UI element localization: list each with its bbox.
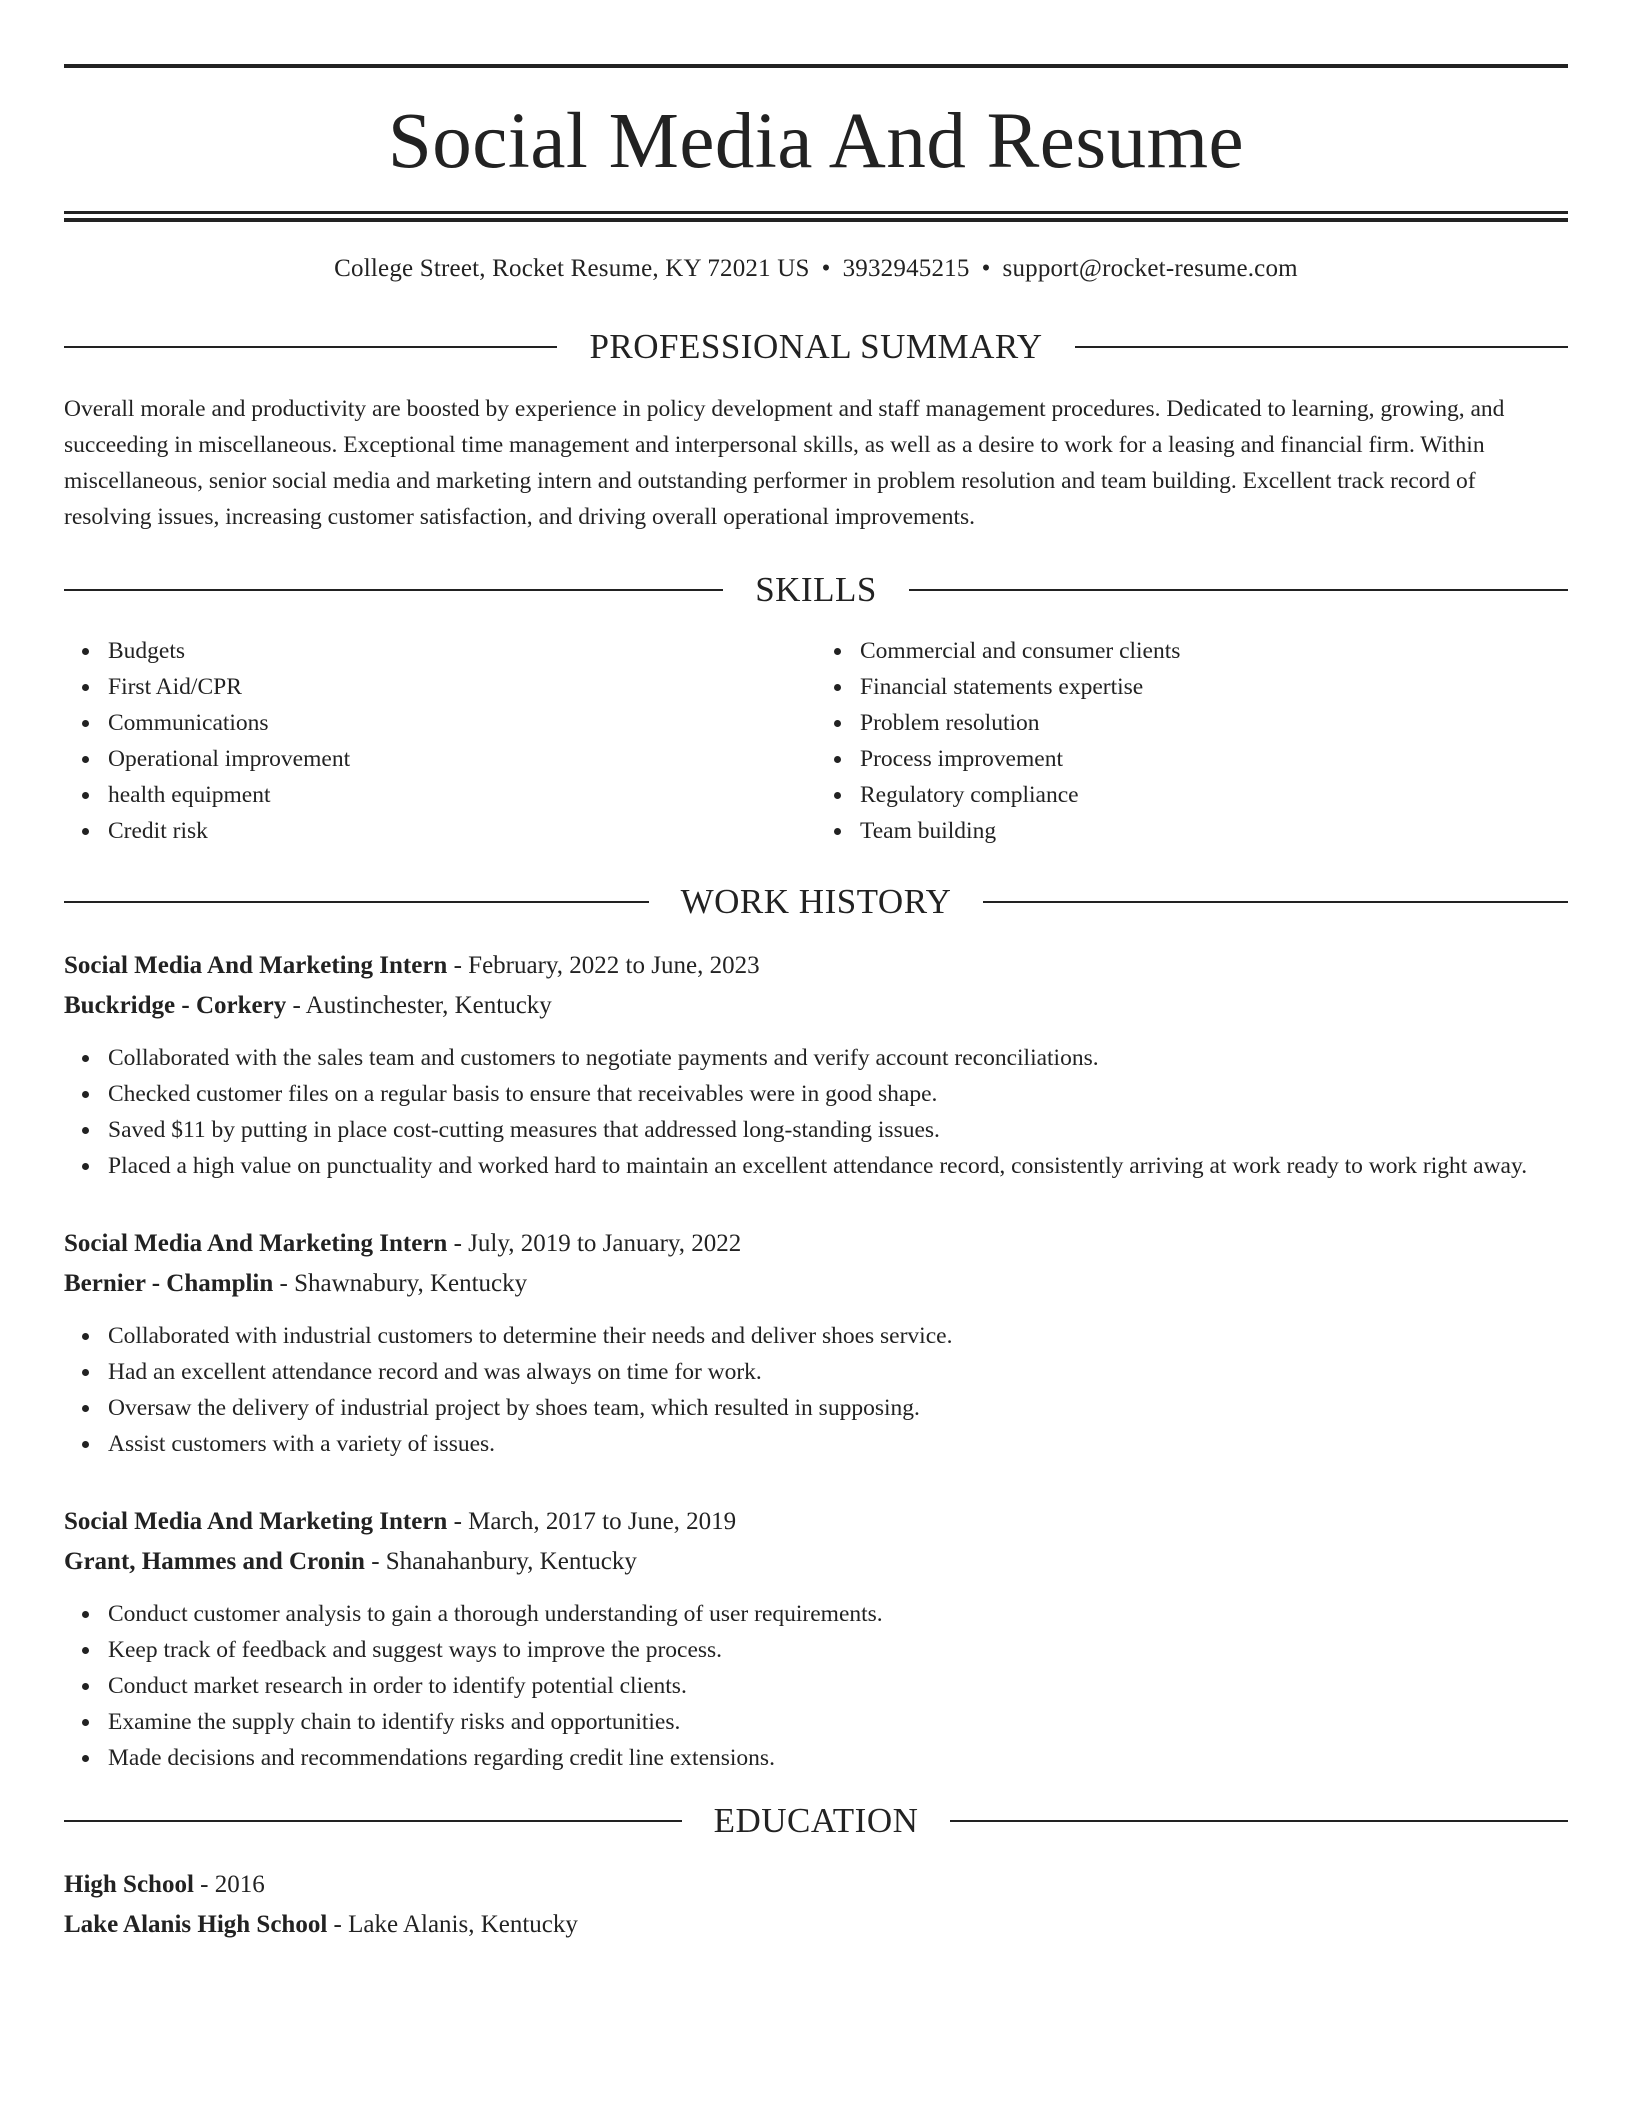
skills-column-left [64,633,816,849]
job-bullet: Made decisions and recommendations regarding credit line extensions. [108,1740,1568,1776]
job-company-line [64,1264,1568,1304]
job-bullet: Collaborated with the sales team and customers to negotiate payments and verify account reconciliations. [108,1040,1568,1076]
job-bullet: Checked customer files on a regular basis to ensure that receivables were in good shape. [108,1076,1568,1112]
top-rule [64,64,1568,68]
job-company-line [64,1542,1568,1582]
contact-separator: • [981,255,991,282]
skill-item: First Aid/CPR [108,669,816,705]
job-bullet: Examine the supply chain to identify risks and opportunities. [108,1704,1568,1740]
skill-item: Financial statements expertise [860,669,1568,705]
job-location: - Austinchester, Kentucky [286,992,552,1019]
resume-name: Social Media And Resume [387,98,1245,185]
section-rule [64,589,723,591]
section-rule [1075,346,1568,348]
job-bullet: Had an excellent attendance record and was always on time for work. [108,1354,1568,1390]
skill-item: Budgets [108,633,816,669]
job-bullet: Saved $11 by putting in place cost-cutting measures that addressed long-standing issues. [108,1112,1568,1148]
education-degree-line [64,1865,1568,1905]
job-bullet: Keep track of feedback and suggest ways to improve the process. [108,1632,1568,1668]
job-bullet: Oversaw the delivery of industrial project by shoes team, which resulted in supposing. [108,1390,1568,1426]
contact-address: College Street, Rocket Resume, KY 72021 US [334,255,810,282]
skill-item: Commercial and consumer clients [860,633,1568,669]
contact-separator: • [821,255,831,282]
section-title-work: WORK HISTORY [680,882,952,921]
job-title: Social Media And Marketing Intern [64,1230,448,1257]
double-rule [64,211,1568,222]
section-header-work [64,884,1568,919]
skill-item: Regulatory compliance [860,777,1568,813]
job-entry [64,1502,1568,1776]
job-title-line [64,1224,1568,1264]
section-header-skills [64,572,1568,607]
education-school-line [64,1905,1568,1945]
summary-text: Overall morale and productivity are boosted by experience in policy development and staff management procedures. Dedicated to learning, growing, and succeeding in miscellaneous. Exceptional time management and interpersonal skills, as well as a desire to work for a leasing and financial firm. Within miscellaneous, senior social media and marketing intern and outstanding performer in problem resolution and team building. Excellent track record of resolving issues, increasing customer satisfaction, and driving overall operational improvements. [64,396,1505,530]
section-rule [64,1820,682,1822]
job-company-line [64,986,1568,1026]
skill-item: Communications [108,705,816,741]
section-rule [983,901,1568,903]
education-school: Lake Alanis High School [64,1911,328,1938]
job-bullets [64,1318,1568,1462]
section-header-education [64,1803,1568,1838]
education-location: - Lake Alanis, Kentucky [327,1911,578,1938]
job-location: - Shawnabury, Kentucky [273,1270,528,1297]
section-title-summary: PROFESSIONAL SUMMARY [589,327,1043,366]
job-bullet: Assist customers with a variety of issues. [108,1426,1568,1462]
job-entry [64,1224,1568,1462]
section-rule [64,346,557,348]
job-bullet: Conduct market research in order to identify potential clients. [108,1668,1568,1704]
section-title-skills: SKILLS [755,570,877,609]
job-title: Social Media And Marketing Intern [64,1508,448,1535]
job-title-line [64,1502,1568,1542]
job-bullets [64,1596,1568,1776]
job-company: Grant, Hammes and Cronin [64,1548,365,1575]
skill-item: Problem resolution [860,705,1568,741]
job-title-line [64,946,1568,986]
section-title-education: EDUCATION [713,1801,919,1840]
section-header-summary [64,329,1568,364]
job-bullets [64,1040,1568,1184]
skill-item: Credit risk [108,813,816,849]
section-rule [950,1820,1568,1822]
skill-item: Operational improvement [108,741,816,777]
job-location: - Shanahanbury, Kentucky [364,1548,637,1575]
job-bullet: Conduct customer analysis to gain a thorough understanding of user requirements. [108,1596,1568,1632]
skills-column-right [816,633,1568,849]
skills-list [64,633,1568,849]
job-dates: - February, 2022 to June, 2023 [447,952,760,979]
section-rule [64,901,649,903]
education-degree: High School [64,1871,194,1898]
job-bullet: Placed a high value on punctuality and worked hard to maintain an excellent attendance record, consistently arriving at work ready to work right away. [108,1148,1568,1184]
job-dates: - July, 2019 to January, 2022 [447,1230,742,1257]
job-bullet: Collaborated with industrial customers to determine their needs and deliver shoes service. [108,1318,1568,1354]
contact-phone: 3932945215 [842,255,970,282]
job-dates: - March, 2017 to June, 2019 [447,1508,737,1535]
contact-email: support@rocket-resume.com [1002,255,1298,282]
skill-item: Process improvement [860,741,1568,777]
section-rule [909,589,1568,591]
contact-line [64,256,1568,281]
job-entry [64,946,1568,1184]
education-entry [64,1865,1568,1945]
skill-item: Team building [860,813,1568,849]
job-company: Bernier - Champlin [64,1270,274,1297]
job-title: Social Media And Marketing Intern [64,952,448,979]
job-company: Buckridge - Corkery [64,992,287,1019]
education-year: - 2016 [193,1871,265,1898]
skill-item: health equipment [108,777,816,813]
